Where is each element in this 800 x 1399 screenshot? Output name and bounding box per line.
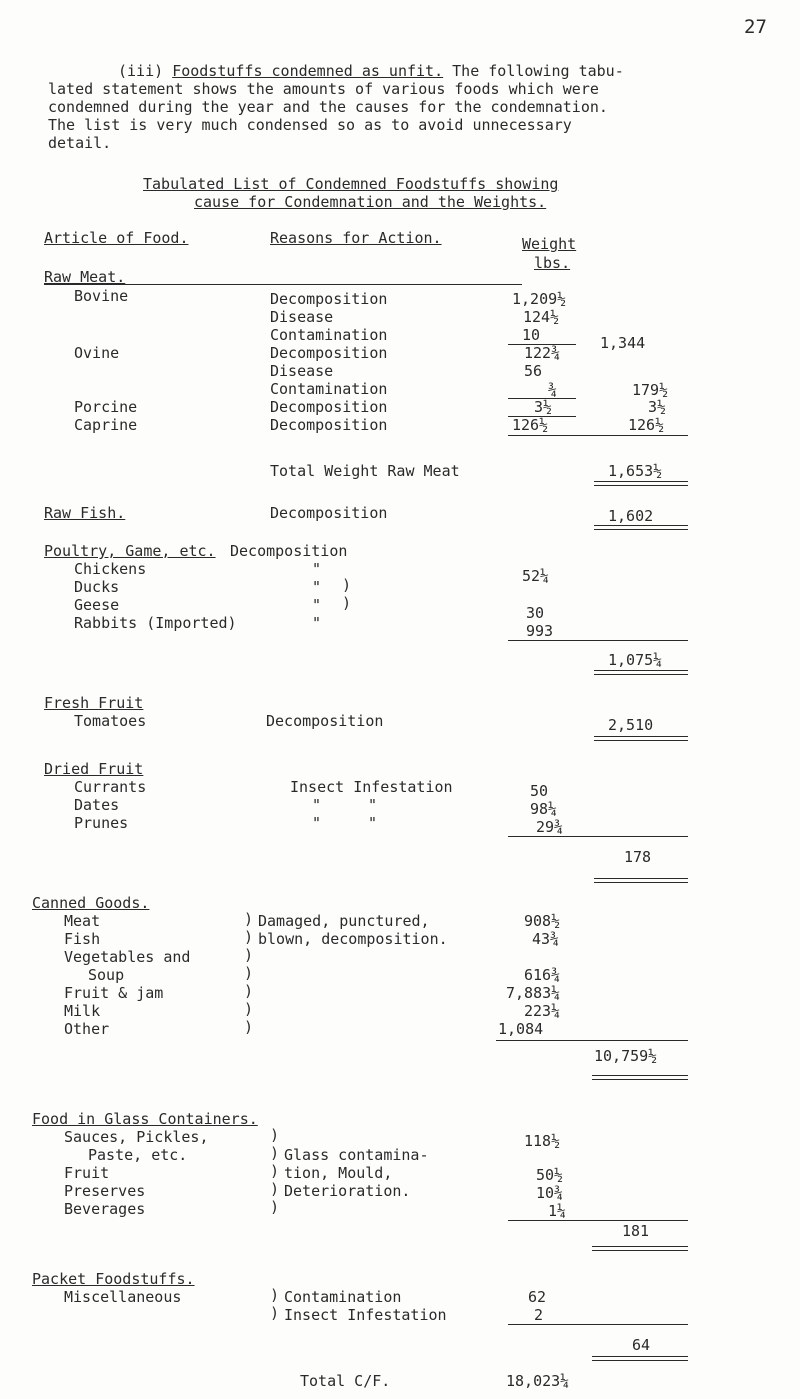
grand-total-value: 18,023¼ <box>506 1372 570 1390</box>
meat-weight-7: 3½ <box>534 398 553 416</box>
canned-item-other: Other <box>64 1020 110 1038</box>
poultry-reason: Decomposition <box>230 542 348 560</box>
meat-reason-4: Decomposition <box>270 344 388 362</box>
packet-weight-1: 62 <box>528 1288 547 1306</box>
intro-line4: The list is very much condensed so as to avoid unnecessary <box>48 116 572 134</box>
poultry-weight-rabbits: 993 <box>526 622 554 640</box>
total-double-rule <box>594 525 688 530</box>
ditto-mark: " <box>368 814 378 832</box>
subtotal-rule <box>508 836 688 837</box>
dried-fruit-reason: Insect Infestation <box>290 778 453 796</box>
dried-fruit-weight-currants: 50 <box>530 782 549 800</box>
header-unit: lbs. <box>534 254 571 272</box>
meat-weight-3: 10 <box>522 326 541 344</box>
ditto-mark: " <box>312 796 322 814</box>
poultry-weight-chickens-ducks: 52¼ <box>522 567 550 585</box>
page-number: 27 <box>744 16 767 38</box>
ovine-label: Ovine <box>74 344 120 362</box>
meat-weight-6: ¾ <box>548 381 558 399</box>
dried-fruit-weight-prunes: 29¾ <box>536 818 564 836</box>
ditto-mark: " <box>368 796 378 814</box>
header-rule <box>44 284 522 285</box>
meat-weight-1: 1,209½ <box>512 290 567 308</box>
packet-weight-2: 2 <box>534 1306 544 1324</box>
glass-item-sauces: Sauces, Pickles, <box>64 1128 209 1146</box>
glass-weight-beverages: 1¼ <box>548 1202 567 1220</box>
raw-fish-total: 1,602 <box>608 507 654 525</box>
raw-fish-reason: Decomposition <box>270 504 388 522</box>
packet-item: Miscellaneous <box>64 1288 182 1306</box>
canned-item-milk: Milk <box>64 1002 101 1020</box>
total-double-rule <box>592 1246 688 1251</box>
caprine-label: Caprine <box>74 416 138 434</box>
glass-item-paste: Paste, etc. <box>88 1146 188 1164</box>
meat-reason-3: Contamination <box>270 326 388 344</box>
fresh-fruit-total: 2,510 <box>608 716 654 734</box>
raw-meat-total-label: Total Weight Raw Meat <box>270 462 460 480</box>
meat-reason-2: Disease <box>270 308 334 326</box>
table-title-line1: Tabulated List of Condemned Foodstuffs showing <box>143 175 559 193</box>
grand-total-label: Total C/F. <box>300 1372 391 1390</box>
total-double-rule <box>594 878 688 883</box>
canned-weight-other: 1,084 <box>498 1020 544 1038</box>
subtotal-rule <box>508 640 688 641</box>
bracket-mark: ) <box>342 576 352 594</box>
raw-fish-heading: Raw Fish. <box>44 504 126 522</box>
subtotal-rule <box>508 1324 688 1325</box>
glass-heading: Food in Glass Containers. <box>32 1110 258 1128</box>
intro-line5: detail. <box>48 134 112 152</box>
meat-reason-5: Disease <box>270 362 334 380</box>
bracket-mark: ) <box>342 594 352 612</box>
glass-item-preserves: Preserves <box>64 1182 146 1200</box>
glass-item-fruit: Fruit <box>64 1164 110 1182</box>
bovine-label: Bovine <box>74 287 129 305</box>
packet-total: 64 <box>632 1336 651 1354</box>
poultry-weight-geese: 30 <box>526 604 545 622</box>
glass-weight-preserves: 10¾ <box>536 1184 564 1202</box>
intro-prefix: (iii) <box>118 62 164 80</box>
dried-fruit-item-currants: Currants <box>74 778 147 796</box>
meat-reason-8: Decomposition <box>270 416 388 434</box>
intro-line1: The following tabu- <box>452 62 624 80</box>
meat-reason-1: Decomposition <box>270 290 388 308</box>
header-article: Article of Food. <box>44 229 189 247</box>
fresh-fruit-heading: Fresh Fruit <box>44 694 144 712</box>
dried-fruit-item-dates: Dates <box>74 796 120 814</box>
intro-line3: condemned during the year and the causes for the condemnation. <box>48 98 608 116</box>
fresh-fruit-item: Tomatoes <box>74 712 147 730</box>
raw-meat-total: 1,653½ <box>608 462 663 480</box>
subtotal-rule <box>508 435 688 436</box>
meat-subtotal-1: 1,344 <box>600 334 646 352</box>
raw-meat-heading: Raw Meat. <box>44 268 126 286</box>
meat-weight-2: 124½ <box>523 308 560 326</box>
meat-weight-4: 122¾ <box>524 344 561 362</box>
meat-subtotal-4: 126½ <box>628 416 665 434</box>
intro-line2: lated statement shows the amounts of various foods which were <box>48 80 599 98</box>
subtotal-rule <box>496 1040 688 1041</box>
poultry-item-geese: Geese <box>74 596 120 614</box>
fresh-fruit-reason: Decomposition <box>266 712 384 730</box>
poultry-item-rabbits: Rabbits (Imported) <box>74 614 237 632</box>
glass-weight-fruit: 50½ <box>536 1166 564 1184</box>
packet-reason-1: Contamination <box>284 1288 402 1306</box>
meat-subtotal-3: 3½ <box>648 398 667 416</box>
glass-reason-3: Deterioration. <box>284 1182 411 1200</box>
total-double-rule <box>592 1356 688 1361</box>
packet-reason-2: Insect Infestation <box>284 1306 447 1324</box>
meat-reason-6: Contamination <box>270 380 388 398</box>
canned-item-soup: Soup <box>88 966 125 984</box>
header-weight: Weight <box>522 235 577 253</box>
canned-reason-1: Damaged, punctured, <box>258 912 430 930</box>
canned-heading: Canned Goods. <box>32 894 150 912</box>
total-double-rule <box>594 481 688 486</box>
canned-item-fish: Fish <box>64 930 101 948</box>
meat-weight-8: 126½ <box>512 416 549 434</box>
poultry-heading: Poultry, Game, etc. <box>44 542 216 560</box>
bracket-mark: ) <box>270 1286 280 1304</box>
total-double-rule <box>594 736 688 741</box>
poultry-item-ducks: Ducks <box>74 578 120 596</box>
glass-total: 181 <box>622 1222 650 1240</box>
table-title-line2: cause for Condemnation and the Weights. <box>194 193 547 211</box>
bracket-mark: ) <box>270 1304 280 1322</box>
dried-fruit-item-prunes: Prunes <box>74 814 129 832</box>
glass-item-beverages: Beverages <box>64 1200 146 1218</box>
section-title: Foodstuffs condemned as unfit. <box>172 62 444 80</box>
glass-reason-2: tion, Mould, <box>284 1164 393 1182</box>
canned-item-meat: Meat <box>64 912 101 930</box>
canned-item-vegetables: Vegetables and <box>64 948 191 966</box>
meat-reason-7: Decomposition <box>270 398 388 416</box>
meat-weight-5: 56 <box>524 362 543 380</box>
total-double-rule <box>592 1075 688 1080</box>
subtotal-rule <box>508 1220 688 1221</box>
canned-weight-vegetables: 616¾ <box>524 966 561 984</box>
canned-total: 10,759½ <box>594 1047 658 1065</box>
total-double-rule <box>594 670 688 675</box>
glass-reason-1: Glass contamina- <box>284 1146 429 1164</box>
dried-fruit-weight-dates: 98¼ <box>530 800 558 818</box>
canned-item-fruit-jam: Fruit & jam <box>64 984 164 1002</box>
poultry-total: 1,075¼ <box>608 651 663 669</box>
canned-weight-meat: 908½ <box>524 912 561 930</box>
ditto-mark: " <box>312 560 322 578</box>
canned-weight-fruit: 7,883¼ <box>506 984 561 1002</box>
glass-weight-sauces: 118½ <box>524 1132 561 1150</box>
canned-weight-milk: 223¼ <box>524 1002 561 1020</box>
header-reasons: Reasons for Action. <box>270 229 442 247</box>
dried-fruit-heading: Dried Fruit <box>44 760 144 778</box>
ditto-mark: " <box>312 814 322 832</box>
canned-weight-fish: 43¾ <box>532 930 560 948</box>
packet-heading: Packet Foodstuffs. <box>32 1270 195 1288</box>
canned-reason-2: blown, decomposition. <box>258 930 448 948</box>
ditto-mark: " <box>312 578 322 596</box>
meat-subtotal-2: 179½ <box>632 381 669 399</box>
porcine-label: Porcine <box>74 398 138 416</box>
ditto-mark: " <box>312 596 322 614</box>
poultry-item-chickens: Chickens <box>74 560 147 578</box>
dried-fruit-total: 178 <box>624 848 652 866</box>
ditto-mark: " <box>312 614 322 632</box>
